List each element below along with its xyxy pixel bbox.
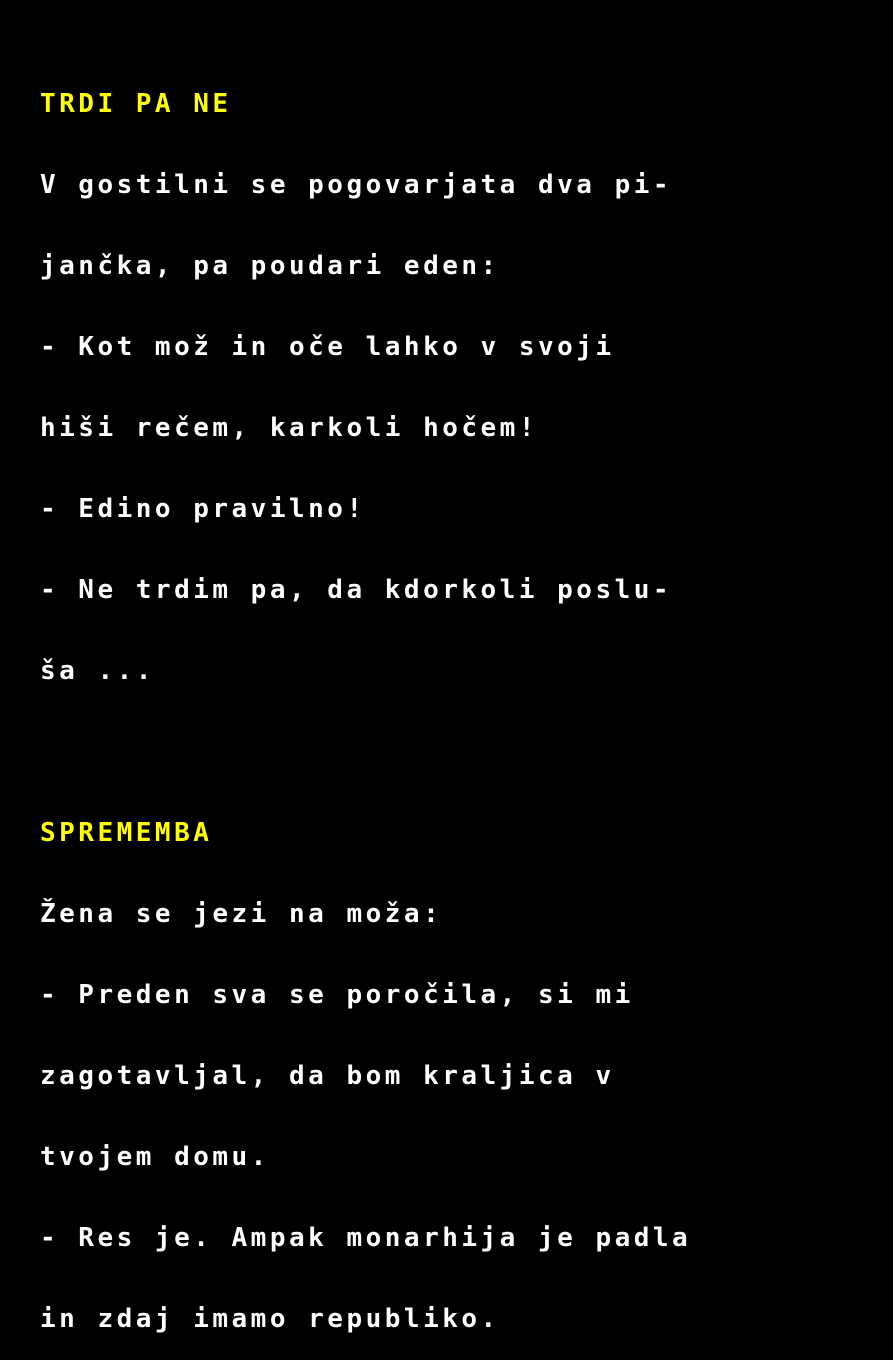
- story-divider: [40, 739, 880, 766]
- story-line: Žena se jezi na moža:: [40, 899, 443, 929]
- story-line: ša ...: [40, 656, 155, 686]
- story-line: - Ne trdim pa, da kdorkoli poslu-: [40, 575, 673, 605]
- story-line: V gostilni se pogovarjata dva pi-: [40, 170, 673, 200]
- story-title-trdi-pa-ne: TRDI PA NE: [40, 89, 232, 119]
- story-line: hiši rečem, karkoli hočem!: [40, 413, 538, 443]
- story-line: zagotavljal, da bom kraljica v: [40, 1061, 615, 1091]
- teletext-page: [40, 37, 880, 1360]
- story-title-sprememba: SPREMEMBA: [40, 818, 213, 848]
- story-line: - Res je. Ampak monarhija je padla: [40, 1223, 692, 1253]
- story-line: - Kot mož in oče lahko v svoji: [40, 332, 615, 362]
- story-line: jančka, pa poudari eden:: [40, 251, 500, 281]
- story-line: - Preden sva se poročila, si mi: [40, 980, 634, 1010]
- story-line: tvojem domu.: [40, 1142, 270, 1172]
- story-line: - Edino pravilno!: [40, 494, 366, 524]
- story-line: in zdaj imamo republiko.: [40, 1304, 500, 1334]
